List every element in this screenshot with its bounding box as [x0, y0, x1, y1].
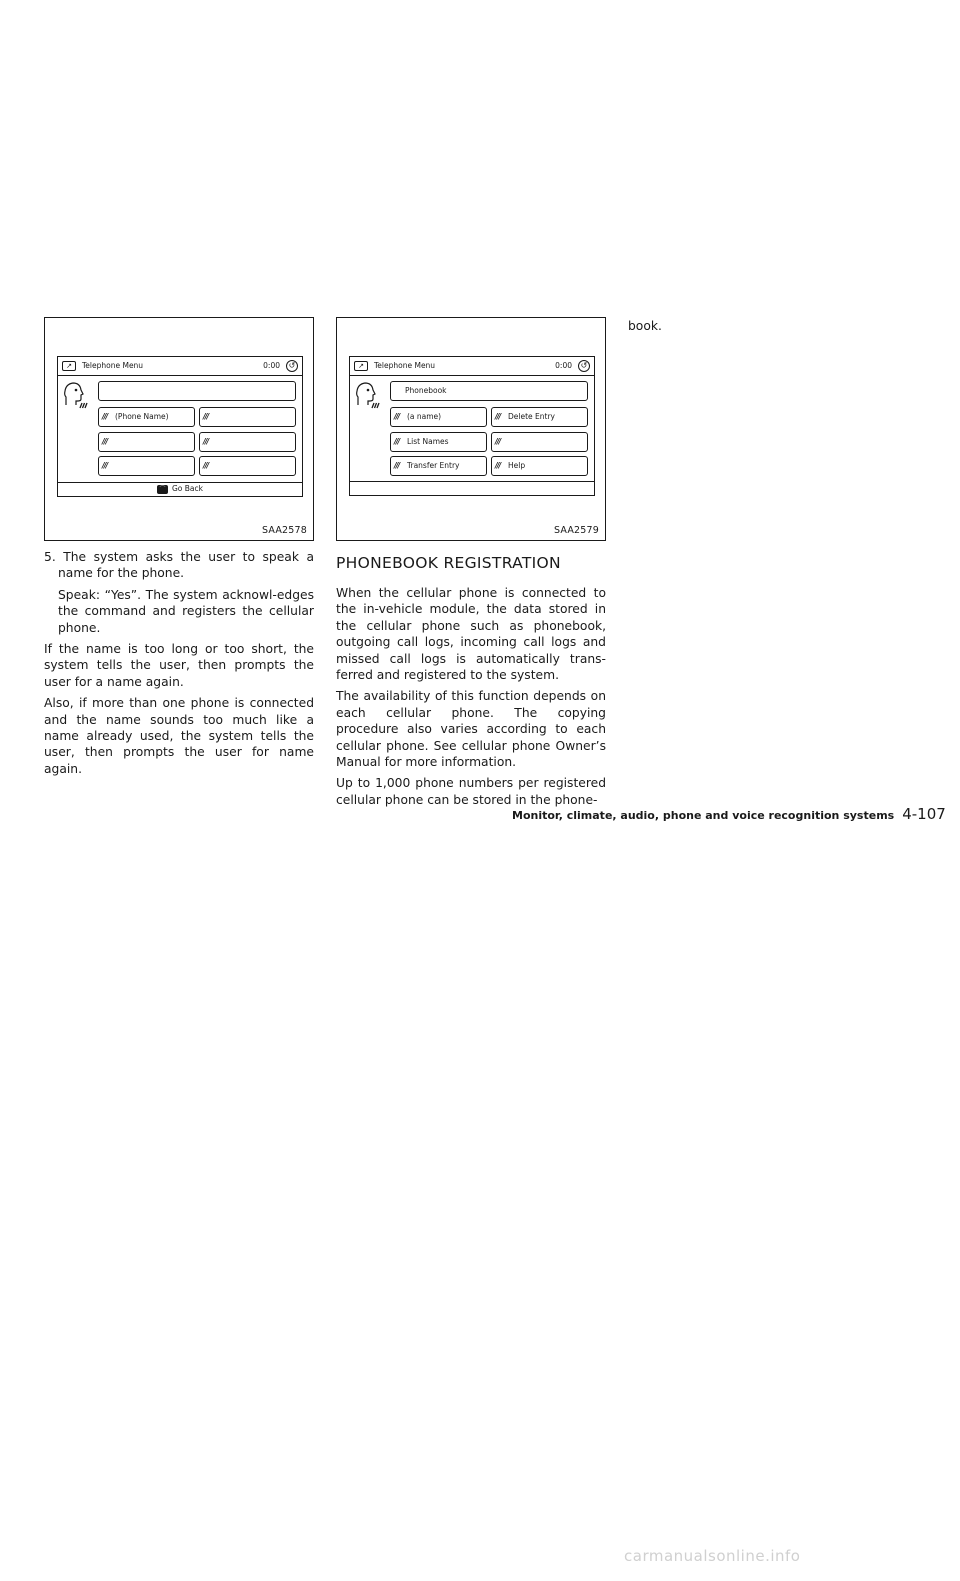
back-icon: ↺: [286, 360, 298, 372]
voice-icon: ///: [495, 412, 501, 421]
figure-saa2579: [336, 317, 606, 541]
voice-icon: ///: [203, 461, 209, 470]
name-display-bar: Phonebook: [390, 381, 588, 401]
voice-icon: ///: [203, 412, 209, 421]
menu-button: [491, 432, 588, 452]
go-back-label: Go Back: [172, 484, 203, 493]
go-back-bar: [58, 482, 302, 496]
menu-button: [199, 407, 296, 427]
menu-button: /// (Phone Name): [98, 407, 195, 427]
paragraph: Up to 1,000 phone numbers per registered cellular phone can be stored in the phone-: [336, 776, 606, 807]
bottom-bar: [350, 481, 594, 495]
menu-button: [98, 432, 195, 452]
voice-icon: ///: [394, 461, 400, 470]
menu-button: /// Delete Entry: [491, 407, 588, 427]
voice-head-icon: [62, 381, 88, 411]
menu-button: /// Transfer Entry: [390, 456, 487, 476]
figure-id: SAA2579: [553, 525, 599, 536]
paragraph: The availability of this function depends on each cellular phone. The copying procedure also varies according to each cellular phone. See cellular phone Owner’s Manual for more information.: [336, 689, 606, 770]
menu-button: /// Help: [491, 456, 588, 476]
menu-button: /// (a name): [390, 407, 487, 427]
watermark: carmanualsonline.info: [624, 1547, 801, 1565]
menu-button: [98, 456, 195, 476]
menu-button: /// List Names: [390, 432, 487, 452]
footer-section-title: Monitor, climate, audio, phone and voice recognition systems: [512, 809, 895, 822]
middle-text-column: [336, 585, 606, 813]
paragraph: Also, if more than one phone is connected and the name sounds too much like a name already used, the system tells the user, then prompts the user for name again.: [44, 696, 314, 776]
page-number: 4-107: [902, 805, 946, 823]
figure-saa2578: [44, 317, 314, 541]
section-heading: PHONEBOOK REGISTRATION: [336, 554, 561, 572]
voice-icon: ///: [495, 461, 501, 470]
screen-title-bar: [58, 357, 302, 376]
menu-button: [199, 456, 296, 476]
voice-icon: ///: [102, 437, 108, 446]
menu-button: [199, 432, 296, 452]
left-text-column: [44, 549, 314, 782]
voice-icon: ///: [203, 437, 209, 446]
screen-title: Telephone Menu: [82, 361, 144, 370]
voice-icon: ///: [102, 461, 108, 470]
name-display-bar: [98, 381, 296, 401]
voice-head-icon: [354, 381, 380, 411]
figure-id: SAA2578: [261, 525, 307, 536]
step-5: 5. The system asks the user to speak a name for the phone.: [44, 550, 314, 581]
screen-time: 0:00: [555, 361, 572, 370]
go-back-icon: ⌒: [157, 485, 168, 494]
phone-icon: ↗: [354, 361, 368, 371]
telephone-menu-screen: [57, 356, 303, 497]
paragraph: If the name is too long or too short, the system tells the user, then prompts the user for a name again.: [44, 642, 314, 689]
step-5-instruction: Speak: “Yes”. The system acknowl-edges the command and registers the cellular phone.: [58, 587, 314, 635]
paragraph: When the cellular phone is connected to the in-vehicle module, the data stored in the cellular phone such as phonebook, outgoing call logs, incoming call logs and missed call logs is automatically trans-ferred and registered to the system.: [336, 586, 606, 683]
screen-title: Telephone Menu: [374, 361, 436, 370]
back-icon: ↺: [578, 360, 590, 372]
voice-icon: ///: [102, 412, 108, 421]
voice-icon: ///: [394, 437, 400, 446]
phone-icon: ↗: [62, 361, 76, 371]
paragraph: book.: [628, 319, 662, 333]
voice-icon: ///: [495, 437, 501, 446]
right-text-column: [628, 318, 908, 339]
screen-time: 0:00: [263, 361, 280, 370]
telephone-menu-screen: [349, 356, 595, 496]
screen-title-bar: [350, 357, 594, 376]
page-footer: [512, 804, 946, 823]
voice-icon: ///: [394, 412, 400, 421]
